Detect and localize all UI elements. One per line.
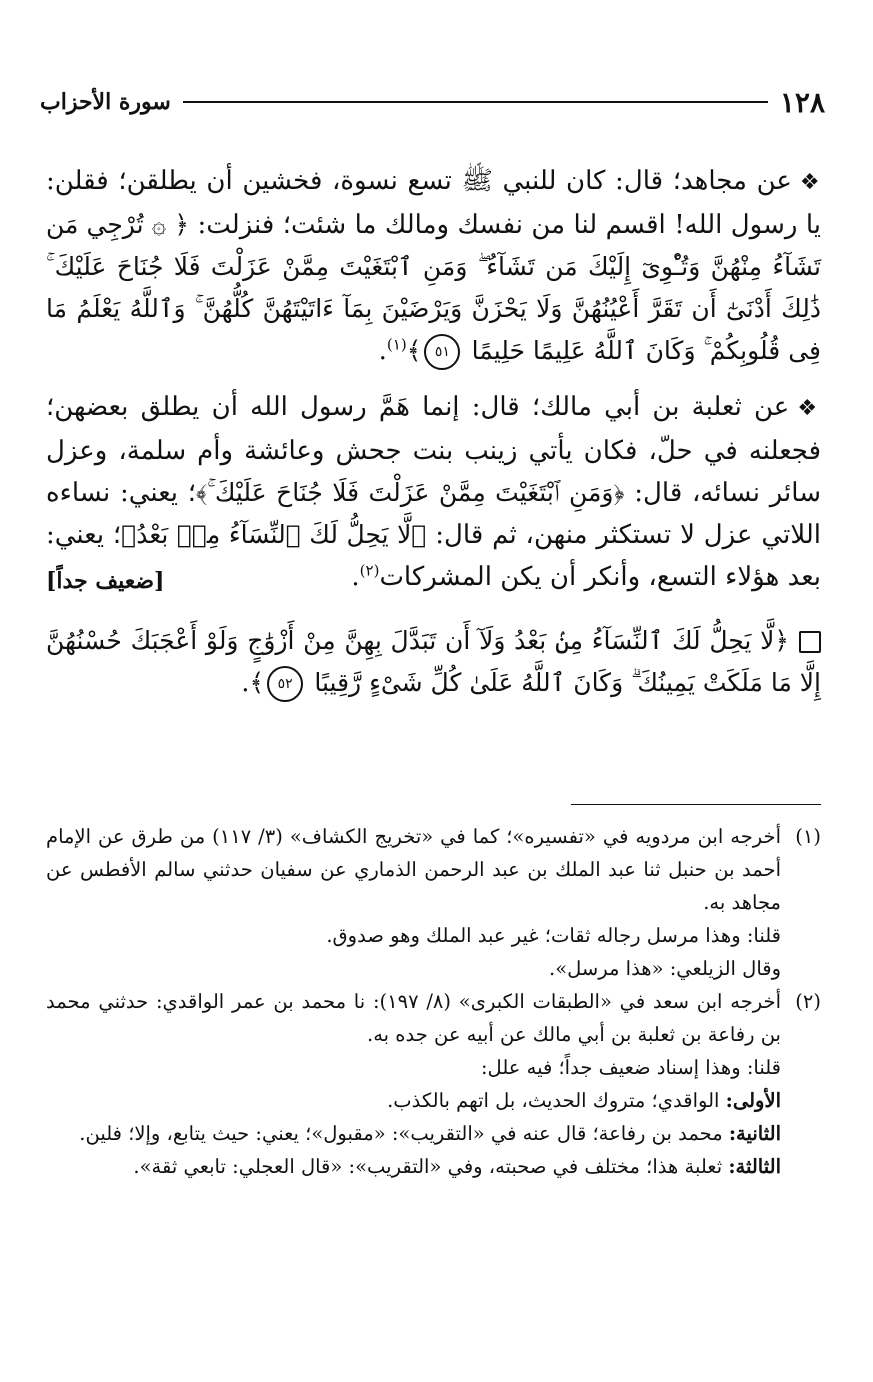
page-number: ١٢٨ [779, 85, 825, 119]
footnote-line: وقال الزيلعي: «هذا مرسل». [549, 957, 781, 980]
item-lead: الأولى: [725, 1089, 781, 1112]
sentence-end: . [241, 668, 250, 698]
footnote-body [46, 985, 781, 1183]
hadith-grade: [ضعيف جداً] [46, 568, 165, 594]
running-header [40, 82, 825, 122]
quran-verse: ﴿وَمَنِ ٱبْتَغَيْتَ مِمَّنْ عَزَلْتَ فَلَا جُنَاحَ عَلَيْكَ ۚ﴾ [196, 478, 625, 507]
narration-text: ؛ يعني: نساءه اللاتي عزل لا تستكثر منهن، ثم قال: [46, 478, 821, 550]
quran-verse: ﴿ ۞ تُرْجِي مَن تَشَآءُ مِنْهُنَّ وَتُـْٔوِىٓ إِلَيْكَ مَن تَشَآءُ ۖ وَمَنِ ٱبْتَغَيْتَ مِمَّنْ عَزَلْتَ فَلَا جُنَاحَ عَلَيْكَ ۚ ذَٰلِكَ أَدْنَىٰٓ أَن تَقَرَّ أَعْيُنُهُنَّ وَلَا يَحْزَنَّ وَيَرْضَيْنَ بِمَآ ءَاتَيْتَهُنَّ كُلُّهُنَّ ۚ وَٱللَّهُ يَعْلَمُ مَا فِى قُلُوبِكُمْ ۚ وَكَانَ ٱللَّهُ عَلِيمًا حَلِيمًا [46, 210, 821, 365]
narration-paragraph [46, 160, 821, 372]
sentence-end: . [378, 336, 387, 366]
footnote-ref[interactable]: (١) [386, 335, 407, 354]
quran-verse: ﴿لَّا يَحِلُّ لَكَ ٱلنِّسَآءُ مِنۢ بَعْدُ وَلَآ أَن تَبَدَّلَ بِهِنَّ مِنْ أَزْوَٰجٍ وَلَوْ أَعْجَبَكَ حُسْنُهُنَّ إِلَّا مَا مَلَكَتْ يَمِينُكَ ۗ وَكَانَ ٱللَّهُ عَلَىٰ كُلِّ شَىْءٍ رَّقِيبًا [46, 626, 821, 697]
footnote-ref[interactable]: (٢) [359, 561, 380, 580]
footnote-label: (٢) [795, 990, 821, 1013]
footnote-item [46, 1117, 781, 1150]
item-lead: الثانية: [728, 1122, 781, 1145]
bullet-icon: ❖ [799, 170, 821, 195]
bullet-icon: ❖ [797, 396, 821, 421]
narration-text: عن ثعلبة بن أبي مالك؛ قال: إنما هَمَّ رسول الله أن يطلق بعضهن؛ فجعلنه في حلّ، فكان يأتي زينب بنت جحش وعائشة وأم سلمة، وعزل سائر نسائه، قال: [46, 392, 821, 508]
item-text: محمد بن رفاعة؛ قال عنه في «التقريب»: «مقبول»؛ يعني: حيث يتابع، وإلا؛ فلين. [79, 1122, 729, 1145]
footnote-line: أخرجه ابن مردويه في «تفسيره»؛ كما في «تخريج الكشاف» (٣/ ١١٧) من طرق عن الإمام أحمد بن حنبل ثنا عبد الملك بن عبد الرحمن الذماري عن سفيان حدثني سالم الأفطس عن مجاهد به. [46, 825, 782, 914]
verse-end-bracket: ﴾ [406, 336, 422, 365]
item-text: الواقدي؛ متروك الحديث، بل اتهم بالكذب. [387, 1089, 726, 1112]
footnote-label: (١) [795, 825, 821, 848]
narration-paragraph [46, 386, 821, 602]
footnote [46, 985, 821, 1183]
item-text: ثعلبة هذا؛ مختلف في صحبته، وفي «التقريب»: «قال العجلي: تابعي ثقة». [133, 1155, 729, 1178]
verse-end-bracket: ﴾ [249, 668, 265, 697]
ayah-number-icon: ٥١ [424, 334, 460, 370]
quran-verse: ﴿لَّا يَحِلُّ لَكَ ٱلنِّسَآءُ مِنۢ بَعْدُ﴾ [121, 520, 427, 549]
footnote-item [46, 1150, 781, 1183]
narration-text: ؛ يعني: بعد هؤلاء التسع، وأنكر أن يكن المشركات [46, 520, 821, 592]
footnotes [46, 820, 821, 1183]
sentence-end: . [351, 562, 360, 592]
footnote-divider [571, 804, 821, 805]
footnote [46, 820, 821, 985]
square-box-icon [799, 631, 821, 653]
ayah-number-icon: ٥٢ [267, 666, 303, 702]
footnote-line: قلنا: وهذا إسناد ضعيف جداً؛ فيه علل: [480, 1056, 781, 1079]
verse-block [46, 620, 821, 704]
footnote-body [46, 820, 781, 985]
main-text [46, 160, 821, 718]
item-lead: الثالثة: [728, 1155, 781, 1178]
header-rule [183, 101, 768, 103]
footnote-item [46, 1084, 781, 1117]
narration-text: عن مجاهد؛ قال: كان للنبي ﷺ تسع نسوة، فخشين أن يطلقن؛ فقلن: يا رسول الله! اقسم لنا من نفسك ومالك ما شئت؛ فنزلت: [46, 166, 821, 240]
surah-title: سورة الأحزاب [40, 89, 171, 115]
footnote-line: أخرجه ابن سعد في «الطبقات الكبرى» (٨/ ١٩٧): نا محمد بن عمر الواقدي: حدثني محمد بن رفاعة بن ثعلبة بن أبي مالك عن أبيه عن جده به. [46, 990, 781, 1046]
footnote-line: قلنا: وهذا مرسل رجاله ثقات؛ غير عبد الملك وهو صدوق. [326, 924, 781, 947]
